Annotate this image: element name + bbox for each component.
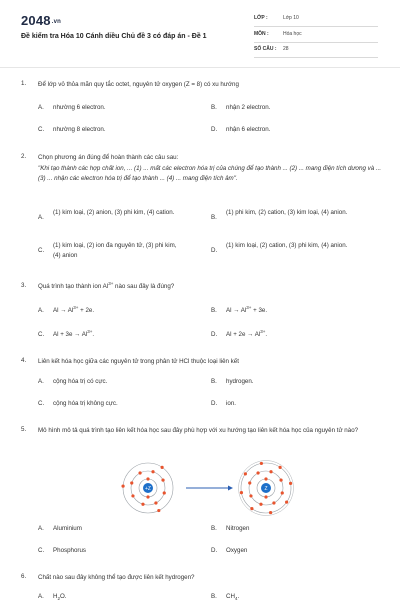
meta-subject-value: Hóa học — [283, 31, 302, 37]
electron-dot — [146, 477, 149, 480]
option-letter: A. — [38, 525, 44, 532]
option-letter: B. — [211, 525, 217, 532]
option-letter: A. — [38, 307, 44, 314]
electron-dot — [269, 511, 272, 514]
electron-dot — [141, 503, 144, 506]
question-text: Để lớp vỏ thỏa mãn quy tắc octet, nguyên tử oxygen (Z = 8) có xu hướng — [38, 81, 239, 88]
electron-dot — [249, 494, 252, 497]
option-text: $H_2O$. — [53, 593, 67, 602]
option-letter: B. — [211, 307, 217, 314]
option-text: (1) phi kim, (2) cation, (3) kim loại, (4) anion. — [226, 209, 348, 216]
logo-suffix: .vn — [51, 18, 62, 25]
option-text: $Al \to Al^{3+} + 2e$. — [53, 304, 95, 314]
option-letter: C. — [38, 247, 45, 254]
question-text: Mô hình mô tả quá trình tạo liên kết hóa học sau đây phù hợp với xu hướng tạo liên kết hóa học của nguyên tử nào? — [38, 427, 359, 434]
electron-dot — [244, 472, 247, 475]
question-number: 3. — [21, 282, 27, 289]
option-text: Nitrogen — [226, 525, 250, 532]
nucleus-label-right: Z — [264, 486, 268, 492]
question-text: Liên kết hóa học giữa các nguyên tử trong phân tử HCl thuộc loại liên kết — [38, 358, 239, 365]
electron-dot — [161, 478, 164, 481]
option-letter: D. — [211, 247, 218, 254]
electron-dot — [264, 477, 267, 480]
question-number: 4. — [21, 357, 27, 364]
electron-dot — [256, 471, 259, 474]
electron-dot — [121, 484, 124, 487]
option-letter: B. — [211, 593, 217, 600]
electron-dot — [259, 503, 262, 506]
meta-count-value: 28 — [283, 46, 289, 52]
option-text: nhường 6 electron. — [53, 104, 106, 111]
option-text: (1) kim loại, (2) anion, (3) phi kim, (4) cation. — [53, 209, 175, 216]
option-text: Oxygen — [226, 547, 248, 554]
option-text: cộng hóa trị không cực. — [53, 400, 118, 407]
option-text: (1) kim loại, (2) cation, (3) phi kim, (4) anion. — [226, 242, 348, 249]
option-letter: B. — [211, 378, 217, 385]
option-letter: D. — [211, 331, 218, 338]
question-text: Quá trình tạo thành ion $Al^{3+}$ nào sau đây là đúng? — [38, 280, 175, 290]
meta-subject-key: MÔN : — [254, 31, 269, 37]
site-logo[interactable] — [21, 13, 61, 28]
exam-title: Đề kiểm tra Hóa 10 Cánh diều Chủ đề 3 có đáp án - Đề 1 — [21, 33, 207, 40]
option-text: nhận 6 electron. — [226, 126, 271, 133]
bonding-diagram — [118, 460, 298, 516]
electron-dot — [279, 466, 282, 469]
electron-dot — [130, 481, 133, 484]
nucleus-label-left: +Z — [145, 486, 151, 492]
electron-dot — [281, 491, 284, 494]
electron-dot — [146, 495, 149, 498]
option-letter: C. — [38, 126, 45, 133]
option-text: $Al \to Al^{3+} + 3e$. — [226, 304, 268, 314]
option-text: Phosphorus — [53, 547, 87, 554]
option-text: cộng hóa trị có cực. — [53, 378, 108, 385]
header-divider — [0, 67, 400, 68]
meta-class-row — [254, 13, 378, 27]
option-text: (1) kim loại, (2) ion đa nguyên tử, (3) phi kim, (4) anion — [53, 242, 177, 259]
electron-dot — [272, 501, 275, 504]
meta-class-key: LỚP : — [254, 15, 268, 21]
electron-dot — [131, 494, 134, 497]
electron-dot — [250, 507, 253, 510]
question-quote: "Khi tạo thành các hợp chất ion, ... (1) ... mất các electron hóa trị của chúng để tạo thành ... (2) ... mang điện tích dương và ... (3) ... nhận các electron hóa trị để tạo thành ... (4) ... mang điện tích âm". — [38, 165, 382, 182]
question-text: Chọn phương án đúng để hoàn thành các câu sau: — [38, 154, 179, 161]
electron-dot — [260, 462, 263, 465]
electron-dot — [248, 481, 251, 484]
option-text: $CH_4$. — [226, 593, 240, 602]
electron-dot — [151, 470, 154, 473]
option-text: hydrogen. — [226, 378, 254, 385]
option-letter: D. — [211, 400, 218, 407]
logo-text: 2048 — [21, 13, 51, 28]
option-text: ion. — [226, 400, 236, 407]
option-letter: A. — [38, 214, 44, 221]
atom-diagram-svg — [118, 460, 298, 516]
option-letter: A. — [38, 593, 44, 600]
option-letter: B. — [211, 214, 217, 221]
electron-dot — [163, 491, 166, 494]
option-letter: D. — [211, 126, 218, 133]
option-text: $Al + 3e \to Al^{3+}$. — [53, 328, 95, 338]
option-letter: B. — [211, 104, 217, 111]
option-text: $Al + 2e \to Al^{3+}$. — [226, 328, 268, 338]
electron-dot — [157, 509, 160, 512]
option-text: nhường 8 electron. — [53, 126, 106, 133]
electron-dot — [138, 471, 141, 474]
electron-dot — [154, 501, 157, 504]
electron-dot — [264, 495, 267, 498]
option-letter: A. — [38, 378, 44, 385]
meta-class-value: Lớp 10 — [283, 15, 299, 21]
electron-dot — [269, 470, 272, 473]
electron-dot — [279, 478, 282, 481]
meta-count-row — [254, 44, 378, 58]
question-number: 1. — [21, 80, 27, 87]
question-number: 6. — [21, 573, 27, 580]
option-letter: C. — [38, 400, 45, 407]
electron-dot — [240, 491, 243, 494]
meta-count-key: SỐ CÂU : — [254, 46, 277, 52]
question-text: Chất nào sau đây không thể tạo được liên kết hydrogen? — [38, 574, 195, 581]
option-text: Aluminium — [53, 525, 82, 532]
option-letter: C. — [38, 547, 45, 554]
arrow-right-icon — [186, 486, 233, 491]
option-letter: D. — [211, 547, 218, 554]
option-text: nhận 2 electron. — [226, 104, 271, 111]
option-letter: C. — [38, 331, 45, 338]
electron-dot — [289, 482, 292, 485]
electron-dot — [285, 501, 288, 504]
question-number: 5. — [21, 426, 27, 433]
page-header — [0, 0, 400, 62]
option-letter: A. — [38, 104, 44, 111]
meta-subject-row — [254, 29, 378, 43]
electron-dot — [161, 466, 164, 469]
question-number: 2. — [21, 153, 27, 160]
